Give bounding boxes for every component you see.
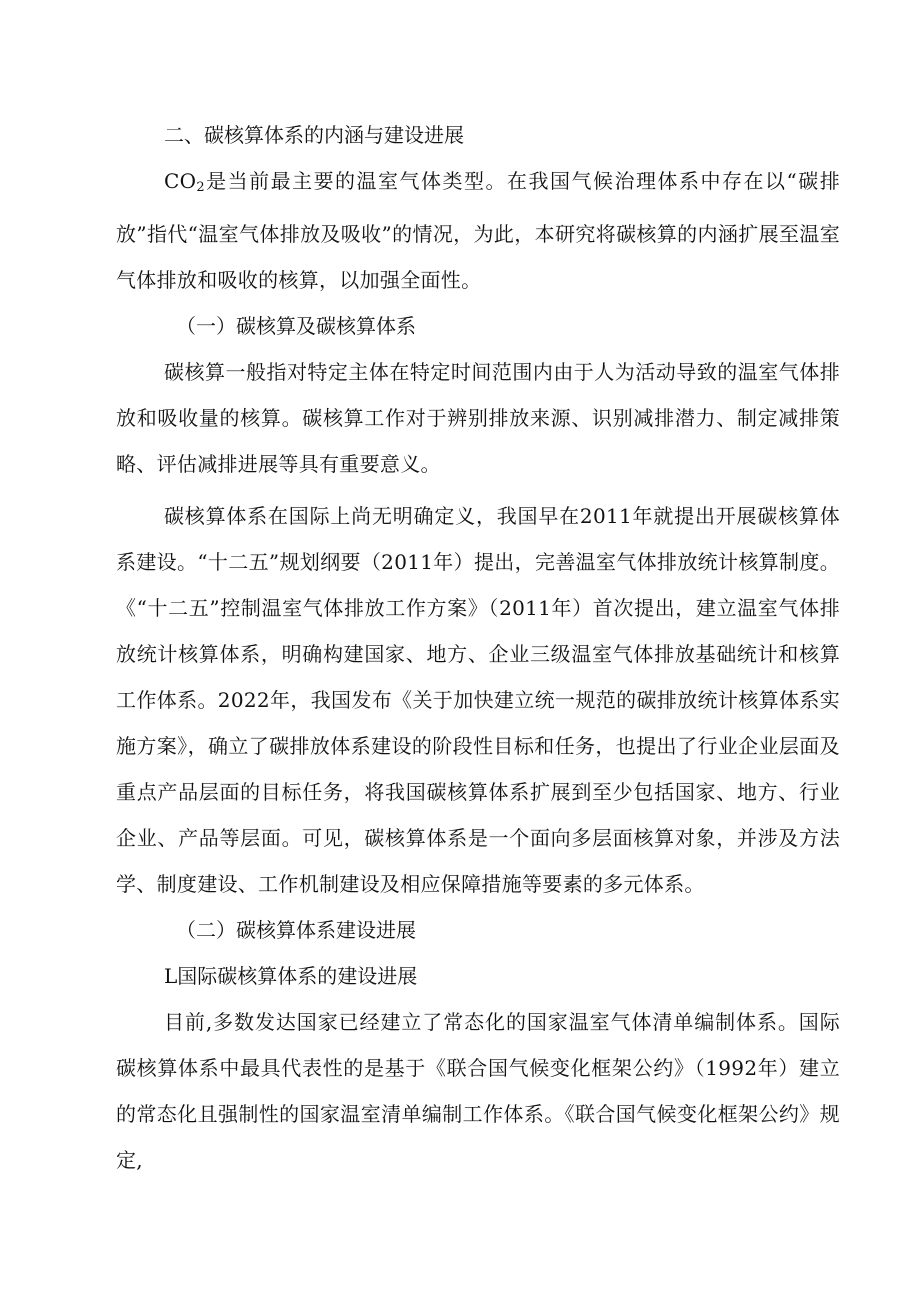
intro-text: 是当前最主要的温室气体类型。在我国气候治理体系中存在以“碳排放”指代“温室气体排放及吸收”的情况，为此，本研究将碳核算的内涵扩展至温室气体排放和吸收的核算，以加强全面性。 bbox=[116, 169, 840, 292]
paragraph-carbon-accounting-system: 碳核算体系在国际上尚无明确定义，我国早在2011年就提出开展碳核算体系建设。“十二五”规划纲要（2011年）提出，完善温室气体排放统计核算制度。《“十二五”控制温室气体排放工作方案》（2011年）首次提出，建立温室气体排放统计核算体系，明确构建国家、地方、企业三级温室气体排放基础统计和核算工作体系。2022年，我国发布《关于加快建立统一规范的碳排放统计核算体系实施方案》，确立了碳排放体系建设的阶段性目标和任务，也提出了行业企业层面及重点产品层面的目标任务，将我国碳核算体系扩展到至少包括国家、地方、行业企业、产品等层面。可见，碳核算体系是一个面向多层面核算对象，并涉及方法学、制度建设、工作机制建设及相应保障措施等要素的多元体系。 bbox=[116, 504, 840, 896]
co2-text: CO bbox=[164, 169, 197, 193]
document-body bbox=[116, 112, 840, 1183]
item-heading-international: L国际碳核算体系的建设进展 bbox=[164, 964, 418, 988]
intro-paragraph bbox=[116, 158, 840, 303]
subsection-heading-2: （二）碳核算体系建设进展 bbox=[176, 918, 416, 942]
paragraph-international-progress: 目前,多数发达国家已经建立了常态化的国家温室气体清单编制体系。国际碳核算体系中最具代表性的是基于《联合国气候变化框架公约》（1992年）建立的常态化且强制性的国家温室清单编制工作体系。《联合国气候变化框架公约》规定, bbox=[116, 1010, 840, 1172]
paragraph-carbon-accounting-definition: 碳核算一般指对特定主体在特定时间范围内由于人为活动导致的温室气体排放和吸收量的核算。碳核算工作对于辨别排放来源、识别减排潜力、制定减排策略、评估减排进展等具有重要意义。 bbox=[116, 360, 840, 476]
subsection-heading-1: （一）碳核算及碳核算体系 bbox=[176, 314, 416, 338]
section-heading: 二、碳核算体系的内涵与建设进展 bbox=[164, 123, 464, 147]
co2-subscript: 2 bbox=[196, 180, 205, 195]
